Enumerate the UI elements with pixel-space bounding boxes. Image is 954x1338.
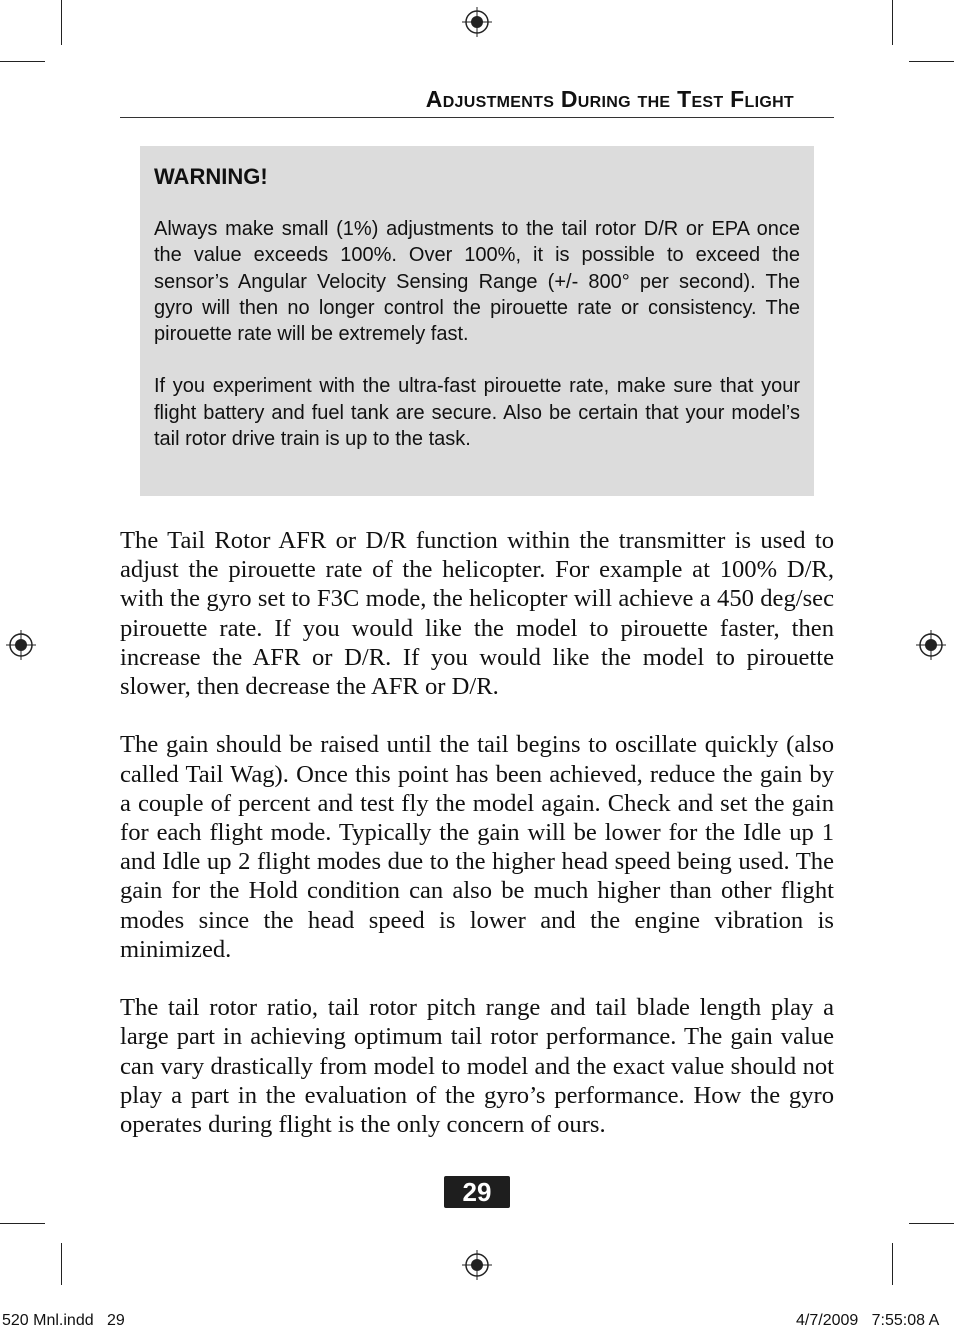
body-paragraph: The gain should be raised until the tail begins to oscillate quickly (also called Tail Wag). Once this point has been achieved, reduce the gain by a couple of percent and test fly the model again. Check and set the gain for each flight mode. Typically the gain will be lower for the Idle up 1 and Idle up 2 flight modes due to the higher head speed being used. The gain for the Hold condition can also be much higher than other flight modes since the head speed is lower and the engine vibration is minimized. <box>120 731 834 963</box>
body-text <box>120 526 834 1168</box>
crop-mark-top-left-horizontal <box>0 61 45 62</box>
crop-mark-top-right-vertical <box>892 0 893 45</box>
crop-mark-bottom-right-vertical <box>892 1243 893 1285</box>
crop-mark-bottom-right-horizontal <box>909 1223 954 1224</box>
slug-file-info: 520 Mnl.indd 29 <box>2 1312 125 1329</box>
crop-mark-top-left-vertical <box>61 0 62 45</box>
warning-paragraph: Always make small (1%) adjustments to the tail rotor D/R or EPA once the value exceeds 100%. Over 100%, it is possible to exceed the sensor’s Angular Velocity Sensing Range (+/- 800° per second). The gyro will then no longer control the pirouette rate or consistency. The pirouette rate will be extremely fast. <box>154 218 800 346</box>
warning-box <box>140 146 814 496</box>
crop-mark-bottom-left-horizontal <box>0 1223 45 1224</box>
warning-paragraph: If you experiment with the ultra-fast pirouette rate, make sure that your flight battery and fuel tank are secure. Also be certain that your model’s tail rotor drive train is up to the task. <box>154 375 800 451</box>
crop-mark-top-right-horizontal <box>909 61 954 62</box>
registration-mark-icon <box>462 1250 492 1280</box>
crop-mark-bottom-left-vertical <box>61 1243 62 1285</box>
registration-mark-icon <box>462 7 492 37</box>
section-header <box>120 86 834 118</box>
section-title: Adjustments During the Test Flight <box>425 86 794 112</box>
body-paragraph: The tail rotor ratio, tail rotor pitch range and tail blade length play a large part in achieving optimum tail rotor performance. The gain value can vary drastically from model to model and the exact value should not play a part in the evaluation of the gyro’s performance. How the gyro operates during flight is the only concern of ours. <box>120 994 834 1139</box>
registration-mark-icon <box>6 630 36 660</box>
warning-heading: WARNING! <box>154 164 268 189</box>
page-number: 29 <box>444 1176 510 1208</box>
registration-mark-icon <box>916 630 946 660</box>
body-paragraph: The Tail Rotor AFR or D/R function within the transmitter is used to adjust the pirouette rate of the helicopter. For example at 100% D/R, with the gyro set to F3C mode, the helicopter will achieve a 450 deg/sec pirouette rate. If you would like the model to pirouette faster, then increase the AFR or D/R. If you would like the model to pirouette slower, then decrease the AFR or D/R. <box>120 527 834 701</box>
slug-timestamp: 4/7/2009 7:55:08 A <box>796 1312 940 1329</box>
